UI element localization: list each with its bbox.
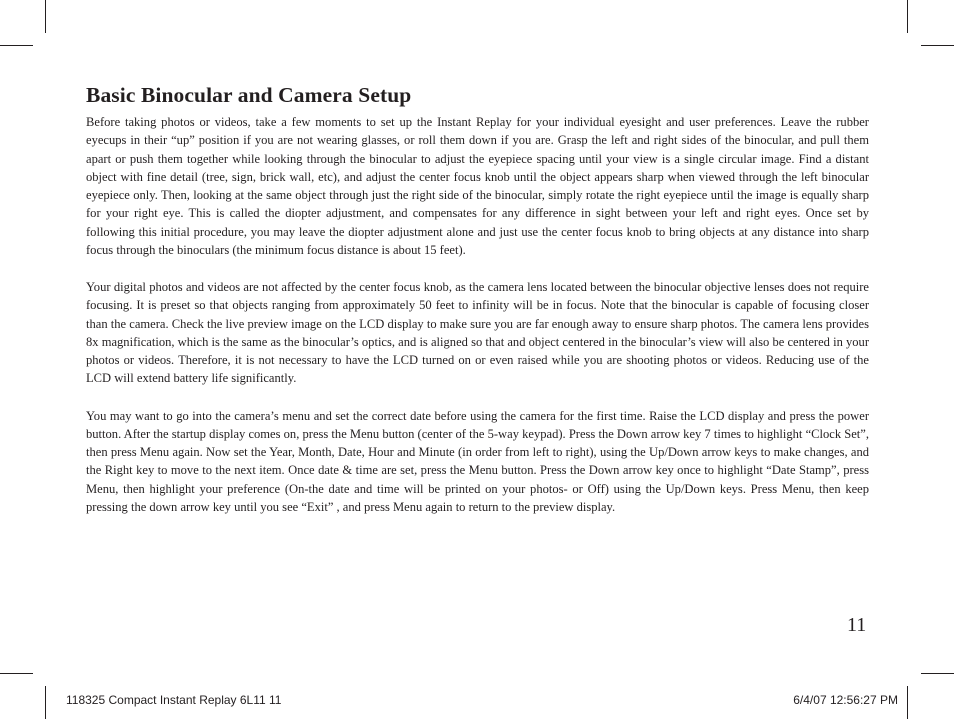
body-text bbox=[86, 113, 869, 535]
crop-mark-top-left-vertical bbox=[45, 0, 46, 33]
paragraph-date-setup: You may want to go into the camera’s menu and set the correct date before using the camera for the first time. Raise the LCD display and press the power button. After the startup display comes on, press the Menu button (center of the 5-way keypad). Press the Down arrow key 7 times to highlight “Clock Set”, then press Menu again. Now set the Year, Month, Date, Hour and Minute (in order from left to right), using the Up/Down arrow keys to make changes, and the Right key to move to the next item. Once date & time are set, press the Menu button. Press the Down arrow key once to highlight “Date Stamp”, press Menu, then highlight your preference (On-the date and time will be printed on your photos- or Off) using the Up/Down keys. Press Menu, then keep pressing the down arrow key until you see “Exit” , and press Menu again to return to the preview display. bbox=[86, 408, 869, 514]
crop-mark-bottom-left-vertical bbox=[45, 686, 46, 719]
paragraph-camera-lens: Your digital photos and videos are not affected by the center focus knob, as the camera lens located between the binocular objective lenses does not require focusing. It is preset so that objects ranging from approximately 50 feet to infinity will be in focus. Note that the binocular is capable of focusing closer than the camera. Check the live preview image on the LCD display to make sure you are far enough away to ensure sharp photos. The camera lens provides 8x magnification, which is the same as the binocular’s optics, and is aligned so that and object centered in the binocular’s view will also be centered in your photos or videos. Therefore, it is not necessary to have the LCD turned on or even raised while you are shooting photos or videos. Reducing use of the LCD will extend battery life significantly. bbox=[86, 280, 869, 386]
crop-mark-bottom-right-horizontal bbox=[921, 673, 954, 674]
crop-mark-bottom-right-vertical bbox=[907, 686, 908, 719]
crop-mark-bottom-left-horizontal bbox=[0, 673, 33, 674]
crop-mark-top-right-vertical bbox=[907, 0, 908, 33]
print-slug-timestamp: 6/4/07 12:56:27 PM bbox=[793, 693, 898, 707]
crop-mark-top-right-horizontal bbox=[921, 45, 954, 46]
page-heading: Basic Binocular and Camera Setup bbox=[86, 83, 412, 107]
crop-mark-top-left-horizontal bbox=[0, 45, 33, 46]
print-slug-file: 118325 Compact Instant Replay 6L11 11 bbox=[66, 693, 282, 707]
paragraph-setup: Before taking photos or videos, take a few moments to set up the Instant Replay for your individual eyesight and user preferences. Leave the rubber eyecups in their “up” position if you are not wearing glasses, or roll them down if you are. Grasp the left and right sides of the binocular, and pull them apart or push them together while looking through the binocular to adjust the eyepiece spacing until your view is a single circular image. Find a distant object with fine detail (tree, sign, brick wall, etc), and adjust the center focus knob until the object appears sharp when viewed through the left binocular eyepiece only. Then, looking at the same object through just the right side of the binocular, simply rotate the right eyepiece until the image is equally sharp for your right eye. This is called the diopter adjustment, and compensates for any difference in sight between your left and right eyes. Once set by following this initial procedure, you may leave the diopter adjustment alone and just use the center focus knob to bring objects at any distance into sharp focus through the binoculars (the minimum focus distance is about 15 feet). bbox=[86, 115, 869, 257]
page-number: 11 bbox=[847, 614, 867, 636]
